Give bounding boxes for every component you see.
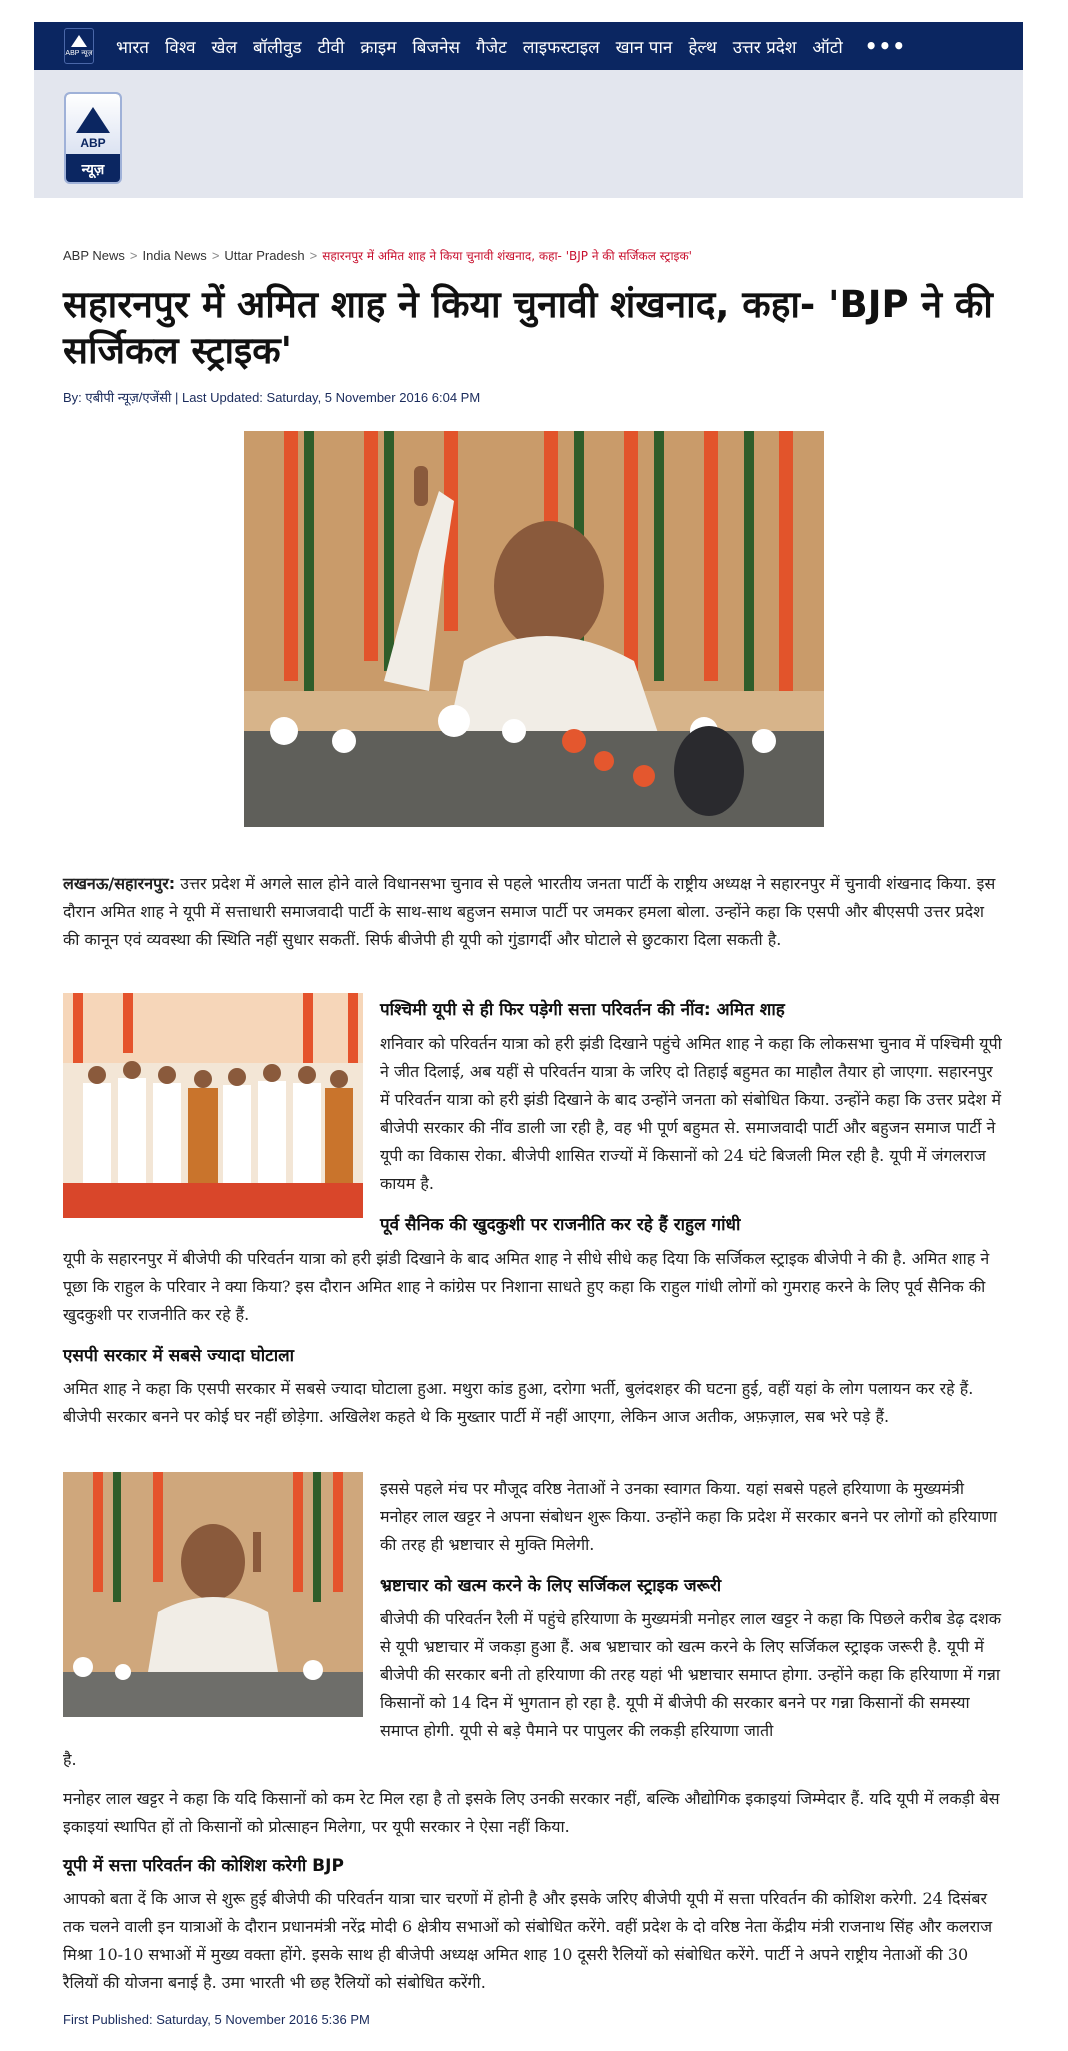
article-byline: By: एबीपी न्यूज़/एजेंसी | Last Updated: Saturday, 5 November 2016 6:04 PM: [63, 390, 481, 405]
logo-small-text: ABP न्यूज़: [65, 49, 93, 57]
nav-item-lifestyle[interactable]: लाइफस्टाइल: [522, 37, 600, 58]
logo-abp-text: ABP: [80, 136, 106, 150]
subheading-bjp-change: यूपी में सत्ता परिवर्तन की कोशिश करेगी BJP: [63, 1856, 344, 1876]
nav-item-uttar-pradesh[interactable]: उत्तर प्रदेश: [732, 37, 797, 58]
hero-photo-illustration: [244, 431, 824, 827]
nav-item-khan-pan[interactable]: खान पान: [615, 37, 673, 58]
paragraph-khattar-farmers: मनोहर लाल खट्टर ने कहा कि यदि किसानों को कम रेट मिल रहा है तो इसके लिए उनकी सरकार नहीं, बल्कि औद्योगिक इकाइयां जिम्मेदार हैं. यदि यूपी में लकड़ी बेस इकाइयां स्थापित हों तो किसानों को प्रोत्साहन मिलेगा, पर यूपी सरकार ने ऐसा नहीं किया.: [63, 1789, 1000, 1836]
nav-item-bollywood[interactable]: बॉलीवुड: [252, 37, 302, 58]
top-nav-bar: [34, 22, 1023, 70]
abp-news-logo[interactable]: [64, 92, 122, 184]
first-published: First Published: Saturday, 5 November 2016 5:36 PM: [63, 2012, 370, 2027]
logo-triangle-icon: [71, 35, 87, 47]
nav-item-gadget[interactable]: गैजेट: [476, 37, 507, 58]
breadcrumb-separator: >: [211, 248, 220, 263]
abp-logo-small[interactable]: [64, 28, 94, 64]
more-menu-icon[interactable]: •••: [864, 34, 907, 58]
article-title: सहारनपुर में अमित शाह ने किया चुनावी शंखनाद, कहा- 'BJP ने की सर्जिकल स्ट्राइक': [63, 283, 993, 372]
subheading-west-up: पश्चिमी यूपी से ही फिर पड़ेगी सत्ता परिवर्तन की नींव: अमित शाह: [380, 1000, 785, 1020]
nav-item-auto[interactable]: ऑटो: [812, 37, 843, 58]
logo-triangle-icon: [76, 107, 110, 133]
paragraph-welcome: इससे पहले मंच पर मौजूद वरिष्ठ नेताओं ने उनका स्वागत किया. यहां सबसे पहले हरियाणा के मुख्यमंत्री मनोहर लाल खट्टर ने अपना संबोधन शुरू किया. उन्होंने कहा कि प्रदेश में सरकार बनने पर लोगों को हरियाणा की तरह ही भ्रष्टाचार से मुक्ति मिलेगी.: [380, 1479, 998, 1554]
article-image-rally-stage: [63, 993, 363, 1218]
breadcrumb-current: सहारनपुर में अमित शाह ने किया चुनावी शंखनाद, कहा- 'BJP ने की सर्जिकल स्ट्राइक': [322, 249, 692, 263]
subheading-rahul-gandhi: पूर्व सैनिक की खुदकुशी पर राजनीति कर रहे हैं राहुल गांधी: [380, 1215, 741, 1235]
header-band: [34, 70, 1023, 198]
lead-text: उत्तर प्रदेश में अगले साल होने वाले विधानसभा चुनाव से पहले भारतीय जनता पार्टी के राष्ट्रीय अध्यक्ष ने सहारनपुर में चुनावी शंखनाद किया. इस दौरान अमित शाह ने यूपी में सत्ताधारी समाजवादी पार्टी के साथ-साथ बहुजन समाज पार्टी पर जमकर हमला बोला. उन्होंने कहा कि एसपी और बीएसपी उत्तर प्रदेश की कानून एवं व्यवस्था की स्थिति नहीं सुधार सकतीं. सिर्फ बीजेपी ही यूपी को गुंडागर्दी और घोटाले से छुटकारा दिला सकती है.: [63, 874, 996, 949]
article-image-speech: [63, 1472, 363, 1717]
nav-item-vishwa[interactable]: विश्व: [165, 37, 196, 58]
subheading-corruption: भ्रष्टाचार को खत्म करने के लिए सर्जिकल स्ट्राइक जरूरी: [380, 1576, 722, 1596]
nav-item-crime[interactable]: क्राइम: [360, 37, 397, 58]
breadcrumb-uttar-pradesh[interactable]: Uttar Pradesh: [224, 248, 305, 263]
breadcrumb-india-news[interactable]: India News: [142, 248, 207, 263]
breadcrumb-separator: >: [309, 248, 318, 263]
lead-location-label: लखनऊ/सहारनपुर:: [63, 874, 176, 893]
breadcrumb-separator: >: [129, 248, 138, 263]
nav-item-health[interactable]: हेल्थ: [688, 37, 717, 58]
nav-item-bharat[interactable]: भारत: [116, 37, 149, 58]
breadcrumb: [63, 247, 692, 264]
paragraph-rahul-gandhi: यूपी के सहारनपुर में बीजेपी की परिवर्तन यात्रा को हरी झंडी दिखाने के बाद अमित शाह ने सीधे सीधे कह दिया कि सर्जिकल स्ट्राइक बीजेपी ने की है. अमित शाह ने पूछा कि राहुल के परिवार ने क्या किया? इस दौरान अमित शाह ने कांग्रेस पर निशाना साधते हुए कहा कि राहुल गांधी लोगों को गुमराह करने के लिए पूर्व सैनिक की खुदकुशी पर राजनीति कर रहे हैं.: [63, 1249, 990, 1324]
nav-item-tv[interactable]: टीवी: [317, 37, 345, 58]
paragraph-corruption: बीजेपी की परिवर्तन रैली में पहुंचे हरियाणा के मुख्यमंत्री मनोहर लाल खट्टर ने कहा कि पिछले करीब डेढ़ दशक से यूपी भ्रष्टाचार में जकड़ा हुआ हैं. अब भ्रष्टाचार को खत्म करने के लिए सर्जिकल स्ट्राइक जरूरी है. यूपी में बीजेपी की सरकार बनी तो हरियाणा की तरह यहां भी भ्रष्टाचार समाप्त होगा. उन्होंने कहा कि हरियाणा में गन्ना किसानों को 14 दिन में भुगतान हो रहा है. यूपी में बीजेपी की सरकार बनने पर गन्ना किसानों की समस्या समाप्त होगी. यूपी से बड़े पैमाने पर पापुलर की लकड़ी हरियाणा जाती: [380, 1609, 1002, 1740]
article-lead-paragraph: [63, 870, 1003, 954]
paragraph-bjp-change: आपको बता दें कि आज से शुरू हुई बीजेपी की परिवर्तन यात्रा चार चरणों में होनी है और इसके जरिए बीजेपी यूपी में सत्ता परिवर्तन की कोशिश करेगी. 24 दिसंबर तक चलने वाली इन यात्राओं के दौरान प्रधानमंत्री नरेंद्र मोदी 6 क्षेत्रीय सभाओं को संबोधित करेंगे. वहीं प्रदेश के दो वरिष्ठ नेता केंद्रीय मंत्री राजनाथ सिंह और कलराज मिश्रा 10-10 सभाओं में मुख्य वक्ता होंगे. इसके साथ ही बीजेपी अध्यक्ष अमित शाह 10 दूसरी रैलियों को संबोधित करेंगे. पार्टी ने अपने राष्ट्रीय नेताओं की 30 रैलियों की योजना बनाई है. उमा भारती भी छह रैलियों को संबोधित करेंगी.: [63, 1889, 993, 1992]
hero-image: [244, 431, 824, 827]
breadcrumb-abp-news[interactable]: ABP News: [63, 248, 125, 263]
speech-illustration: [63, 1472, 363, 1717]
paragraph-west-up: शनिवार को परिवर्तन यात्रा को हरी झंडी दिखाने पहुंचे अमित शाह ने कहा कि लोकसभा चुनाव में पश्चिमी यूपी ने जीत दिलाई, अब यहीं से परिवर्तन यात्रा के जरिए दो तिहाई बहुमत का माहौल तैयार हो जाएगा. सहारनपुर में परिवर्तन यात्रा को हरी झंडी दिखाने के बाद उन्होंने जनता को संबोधित किया. उन्होंने कहा कि उत्तर प्रदेश में बीजेपी सरकार की नींव डाली जा रही है, वह भी पूर्ण बहुमत से. समाजवादी पार्टी और बहुजन समाज पार्टी ने यूपी का विकास रोका. बीजेपी शासित राज्यों में किसानों को 24 घंटे बिजली मिल रही है. यूपी में जंगलराज कायम है.: [380, 1034, 1002, 1193]
paragraph-sp-scam: अमित शाह ने कहा कि एसपी सरकार में सबसे ज्यादा घोटाला हुआ. मथुरा कांड हुआ, दरोगा भर्ती, बुलंदशहर की घटना हुई, वहीं यहां के लोग पलायन कर रहे हैं. बीजेपी सरकार बनने पर कोई घर नहीं छोड़ेगा. अखिलेश कहते थे कि मुख्तार पार्टी में नहीं आएगा, लेकिन आज अतीक, अफ़ज़ाल, सब भरे पड़े हैं.: [63, 1379, 974, 1426]
rally-stage-illustration: [63, 993, 363, 1218]
nav-item-business[interactable]: बिजनेस: [412, 37, 461, 58]
logo-hindi-text: न्यूज़: [81, 162, 105, 178]
subheading-sp-scam: एसपी सरकार में सबसे ज्यादा घोटाला: [63, 1346, 295, 1366]
paragraph-corruption-tail: है.: [63, 1750, 77, 1769]
nav-item-khel[interactable]: खेल: [211, 37, 237, 58]
